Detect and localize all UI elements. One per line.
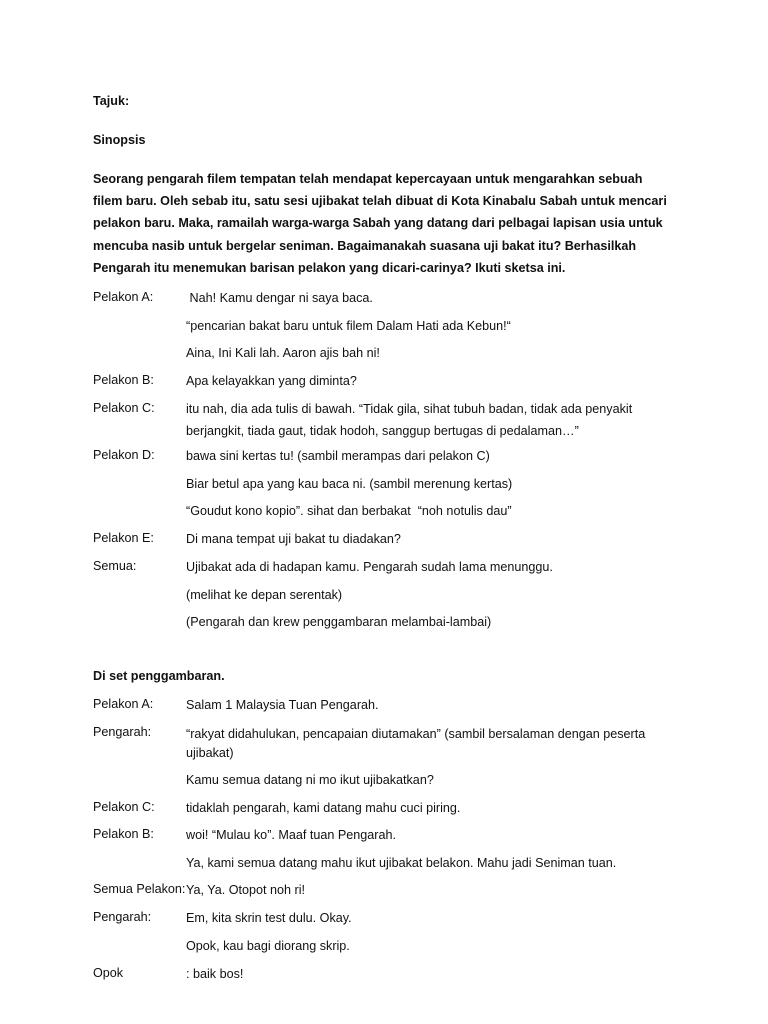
dialogue-text: Ujibakat ada di hadapan kamu. Pengarah sudah lama menunggu. <box>186 560 553 574</box>
dialogue-text: Salam 1 Malaysia Tuan Pengarah. <box>186 698 379 712</box>
dialogue-line <box>0 827 768 845</box>
dialogue-line <box>0 476 768 494</box>
title-label: Tajuk: <box>93 94 130 108</box>
dialogue-text: itu nah, dia ada tulis di bawah. “Tidak gila, sihat tubuh badan, tidak ada penyakit berjangkit, tiada gaut, tidak hodoh, sanggup bertugas di pedalaman…” <box>186 402 633 438</box>
dialogue-text: Ya, Ya. Otopot noh ri! <box>186 883 306 897</box>
dialogue-line <box>0 910 768 928</box>
dialogue-text: Nah! Kamu dengar ni saya baca. <box>186 291 373 305</box>
dialogue-text: woi! “Mulau ko”. Maaf tuan Pengarah. <box>186 828 397 842</box>
dialogue-text: Biar betul apa yang kau baca ni. (sambil merenung kertas) <box>186 477 513 491</box>
dialogue-line <box>0 290 768 308</box>
speaker-name: Pengarah: <box>93 725 152 739</box>
dialogue-line <box>0 345 768 363</box>
speaker-name: Pelakon E: <box>93 531 154 545</box>
dialogue-text: Apa kelayakkan yang diminta? <box>186 374 357 388</box>
dialogue-line <box>0 855 768 873</box>
dialogue-text: Kamu semua datang ni mo ikut ujibakatkan? <box>186 773 434 787</box>
dialogue-text: Di mana tempat uji bakat tu diadakan? <box>186 532 401 546</box>
dialogue-line <box>0 882 768 900</box>
dialogue-line <box>0 725 768 760</box>
dialogue-text: tidaklah pengarah, kami datang mahu cuci piring. <box>186 801 461 815</box>
speaker-name: Semua: <box>93 559 137 573</box>
synopsis-paragraph: Seorang pengarah filem tempatan telah mendapat kepercayaan untuk mengarahkan sebuah filem baru. Oleh sebab itu, satu sesi ujibakat telah dibuat di Kota Kinabalu Sabah untuk mencari pelakon baru. Maka, ramailah warga-warga Sabah yang datang dari pelbagai lapisan usia untuk mencuba nasib untuk bergelar seniman. Bagaimanakah suasana uji bakat itu? Berhasilkah Pengarah itu menemukan barisan pelakon yang dicari-carinya? Ikuti sketsa ini. <box>93 172 667 275</box>
speaker-name: Pelakon A: <box>93 697 154 711</box>
scene-heading: Di set penggambaran. <box>93 669 225 683</box>
synopsis-heading: Sinopsis <box>93 133 146 147</box>
dialogue-line <box>0 531 768 549</box>
dialogue-text: “Goudut kono kopio”. sihat dan berbakat “noh notulis dau” <box>186 504 512 518</box>
dialogue-line <box>0 401 768 438</box>
speaker-name: Pengarah: <box>93 910 152 924</box>
dialogue-text: Em, kita skrin test dulu. Okay. <box>186 911 352 925</box>
speaker-name: Pelakon C: <box>93 800 155 814</box>
dialogue-text: : baik bos! <box>186 967 244 981</box>
speaker-name: Opok <box>93 966 124 980</box>
dialogue-text: “rakyat didahulukan, pencapaian diutamakan” (sambil bersalaman dengan peserta ujibakat) <box>186 727 646 760</box>
speaker-name: Pelakon B: <box>93 827 154 841</box>
speaker-name: Pelakon D: <box>93 448 155 462</box>
dialogue-line <box>0 503 768 521</box>
dialogue-line <box>0 800 768 818</box>
dialogue-line <box>0 772 768 790</box>
dialogue-line <box>0 318 768 336</box>
speaker-name: Pelakon B: <box>93 373 154 387</box>
speaker-name: Pelakon C: <box>93 401 155 415</box>
dialogue-text: (Pengarah dan krew penggambaran melambai-lambai) <box>186 615 492 629</box>
dialogue-text: Ya, kami semua datang mahu ikut ujibakat belakon. Mahu jadi Seniman tuan. <box>186 856 617 870</box>
dialogue-line <box>0 587 768 605</box>
speaker-name: Semua Pelakon: <box>93 882 186 896</box>
dialogue-line <box>0 448 768 466</box>
dialogue-text: bawa sini kertas tu! (sambil merampas dari pelakon C) <box>186 449 490 463</box>
dialogue-line <box>0 559 768 577</box>
speaker-name: Pelakon A: <box>93 290 154 304</box>
dialogue-line <box>0 614 768 632</box>
dialogue-line <box>0 966 768 984</box>
dialogue-text: Aina, Ini Kali lah. Aaron ajis bah ni! <box>186 346 380 360</box>
dialogue-text: (melihat ke depan serentak) <box>186 588 343 602</box>
dialogue-text: Opok, kau bagi diorang skrip. <box>186 939 350 953</box>
dialogue-line <box>0 938 768 956</box>
dialogue-text: “pencarian bakat baru untuk filem Dalam Hati ada Kebun!“ <box>186 319 511 333</box>
dialogue-line <box>0 697 768 715</box>
dialogue-line <box>0 373 768 391</box>
